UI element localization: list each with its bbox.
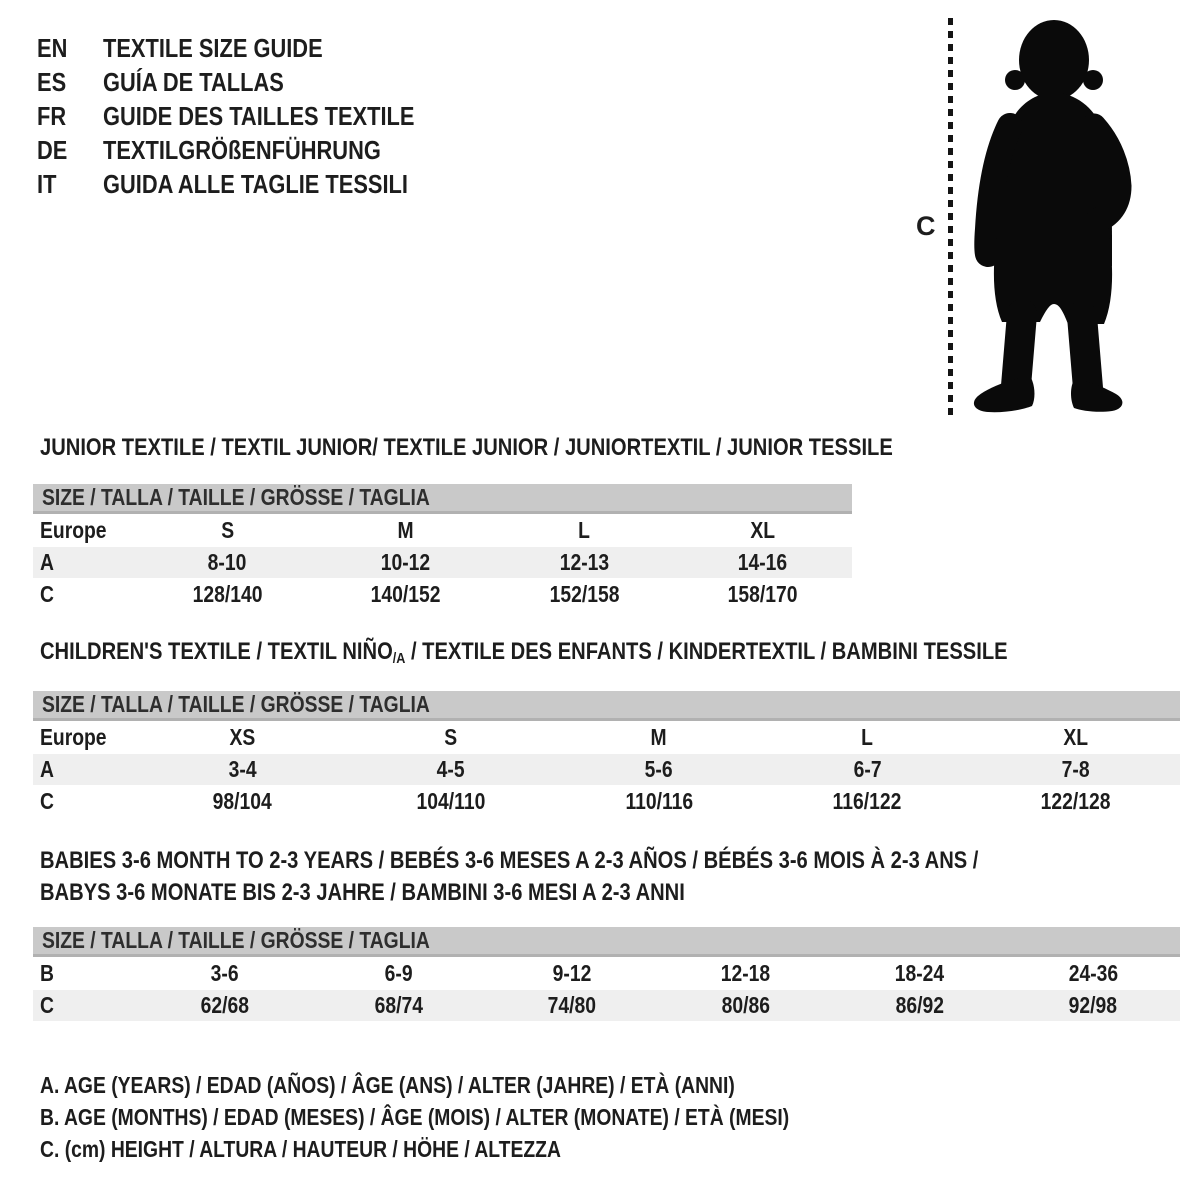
size-header-text: SIZE / TALLA / TAILLE / GRÖSSE / TAGLIA xyxy=(42,484,430,510)
age-cell: 3-4 xyxy=(228,756,257,782)
language-code xyxy=(37,169,103,200)
size-cell: L xyxy=(861,724,874,750)
age-cell: 10-12 xyxy=(381,549,431,575)
guide-title-it: GUIDA ALLE TAGLIE TESSILI xyxy=(103,168,408,199)
height-cell: 128/140 xyxy=(192,581,263,607)
size-cell: M xyxy=(397,517,414,543)
size-cell: XS xyxy=(229,724,256,750)
height-cell: 104/110 xyxy=(416,788,485,814)
size-cell: M xyxy=(650,724,668,750)
children-section-title xyxy=(40,638,1192,667)
language-code xyxy=(37,33,103,64)
row-label-cell xyxy=(33,517,138,544)
size-cell: XL xyxy=(1063,724,1089,750)
size-header-bar xyxy=(33,691,1180,721)
table-row-europe xyxy=(33,721,1180,754)
language-code xyxy=(37,67,103,98)
guide-title-de: TEXTILGRÖßENFÜHRUNG xyxy=(103,134,381,165)
age-cell: 6-9 xyxy=(384,960,413,986)
age-cell: 4-5 xyxy=(436,756,465,782)
legend-line-b: B. AGE (MONTHS) / EDAD (MESES) / ÂGE (MOIS) / ALTER (MONATE) / ETÀ (MESI) xyxy=(40,1103,790,1130)
language-code-text: ES xyxy=(37,66,67,97)
table-row-height-cm xyxy=(33,785,1180,818)
table-row-height-cm xyxy=(33,990,1180,1021)
language-code-text: FR xyxy=(37,100,67,131)
language-row-en xyxy=(37,31,474,65)
row-label-text: B xyxy=(40,960,54,986)
language-code-text: DE xyxy=(37,134,68,165)
height-cell: 152/158 xyxy=(549,581,620,607)
row-label-cell xyxy=(33,960,138,987)
size-header-bar xyxy=(33,927,1180,957)
age-cell: 5-6 xyxy=(645,756,673,782)
junior-section-title xyxy=(40,434,1055,462)
guide-title-en: TEXTILE SIZE GUIDE xyxy=(103,32,323,63)
language-code-text: IT xyxy=(37,168,57,199)
row-label-cell xyxy=(33,724,138,751)
row-label-text: C xyxy=(40,788,54,814)
legend xyxy=(40,1069,932,1165)
row-label-text: A xyxy=(40,756,54,782)
height-cell: 68/74 xyxy=(374,992,423,1018)
height-cell: 140/152 xyxy=(370,581,441,607)
size-cell: XL xyxy=(750,517,776,543)
legend-line-a: A. AGE (YEARS) / EDAD (AÑOS) / ÂGE (ANS) / ALTER (JAHRE) / ETÀ (ANNI) xyxy=(40,1071,735,1098)
row-label-text: Europe xyxy=(40,517,107,543)
row-label-cell xyxy=(33,788,138,815)
row-label-cell xyxy=(33,756,138,783)
age-cell: 12-13 xyxy=(559,549,609,575)
height-cell: 62/68 xyxy=(200,992,250,1018)
age-cell: 9-12 xyxy=(552,960,592,986)
language-row-fr xyxy=(37,99,474,133)
table-row-height-cm xyxy=(33,578,852,611)
height-measure-dashed-line xyxy=(948,18,953,415)
height-cell: 92/98 xyxy=(1069,992,1118,1018)
height-measure-label: C xyxy=(916,211,936,241)
row-label-cell xyxy=(33,581,138,608)
size-cell: S xyxy=(220,517,234,543)
language-code xyxy=(37,135,103,166)
guide-title-fr: GUIDE DES TAILLES TEXTILE xyxy=(103,100,415,131)
children-section-title-text xyxy=(40,638,1008,667)
junior-size-table xyxy=(33,484,852,611)
height-cell: 98/104 xyxy=(212,788,272,814)
row-label-text: A xyxy=(40,549,54,575)
junior-section-title-text: JUNIOR TEXTILE / TEXTIL JUNIOR/ TEXTILE JUNIOR / JUNIORTEXTIL / JUNIOR TESSILE xyxy=(40,434,893,461)
height-cell: 122/128 xyxy=(1040,788,1111,814)
height-cell: 86/92 xyxy=(895,992,944,1018)
children-size-table xyxy=(33,691,1180,818)
age-cell: 7-8 xyxy=(1061,756,1090,782)
age-cell: 14-16 xyxy=(738,549,788,575)
table-row-age-years xyxy=(33,547,852,578)
row-label-text: C xyxy=(40,992,54,1018)
row-label-cell xyxy=(33,992,138,1019)
height-cell: 80/86 xyxy=(721,992,771,1018)
language-code xyxy=(37,101,103,132)
height-cell: 158/170 xyxy=(727,581,798,607)
row-label-text: C xyxy=(40,581,54,607)
height-cell: 110/116 xyxy=(625,788,693,814)
size-header-text: SIZE / TALLA / TAILLE / GRÖSSE / TAGLIA xyxy=(42,927,430,953)
age-cell: 12-18 xyxy=(721,960,771,986)
age-cell: 24-36 xyxy=(1068,960,1118,986)
guide-title-es: GUÍA DE TALLAS xyxy=(103,66,284,97)
language-code-text: EN xyxy=(37,32,68,63)
height-cell: 116/122 xyxy=(833,788,902,814)
age-cell: 3-6 xyxy=(210,960,239,986)
children-title-post: / TEXTILE DES ENFANTS / KINDERTEXTIL / BAMBINI TESSILE xyxy=(405,638,1008,665)
children-title-subscript: /A xyxy=(392,650,406,667)
row-label-text: Europe xyxy=(40,724,107,750)
toddler-silhouette xyxy=(966,14,1138,414)
babies-title-line1: BABIES 3-6 MONTH TO 2-3 YEARS / BEBÉS 3-6 MESES A 2-3 AÑOS / BÉBÉS 3-6 MOIS À 2-3 ANS / xyxy=(40,847,979,874)
size-cell: L xyxy=(578,517,591,543)
age-cell: 18-24 xyxy=(894,960,945,986)
children-title-pre: CHILDREN'S TEXTILE / TEXTIL NIÑO xyxy=(40,638,393,665)
babies-section-title xyxy=(40,845,1157,909)
size-header-bar xyxy=(33,484,852,514)
language-row-es xyxy=(37,65,474,99)
legend-line-c: C. (cm) HEIGHT / ALTURA / HAUTEUR / HÖHE / ALTEZZA xyxy=(40,1135,561,1162)
table-row-age-months xyxy=(33,957,1180,990)
age-cell: 6-7 xyxy=(853,756,882,782)
age-cell: 8-10 xyxy=(207,549,247,575)
table-row-europe xyxy=(33,514,852,547)
babies-title-line2: BABYS 3-6 MONATE BIS 2-3 JAHRE / BAMBINI 3-6 MESI A 2-3 ANNI xyxy=(40,879,685,906)
row-label-cell xyxy=(33,549,138,576)
table-row-age-years xyxy=(33,754,1180,785)
language-row-it xyxy=(37,167,474,201)
size-cell: S xyxy=(444,724,458,750)
language-row-de xyxy=(37,133,474,167)
size-header-text: SIZE / TALLA / TAILLE / GRÖSSE / TAGLIA xyxy=(42,691,430,717)
babies-size-table xyxy=(33,927,1180,1021)
height-cell: 74/80 xyxy=(547,992,597,1018)
language-title-list xyxy=(37,31,474,201)
